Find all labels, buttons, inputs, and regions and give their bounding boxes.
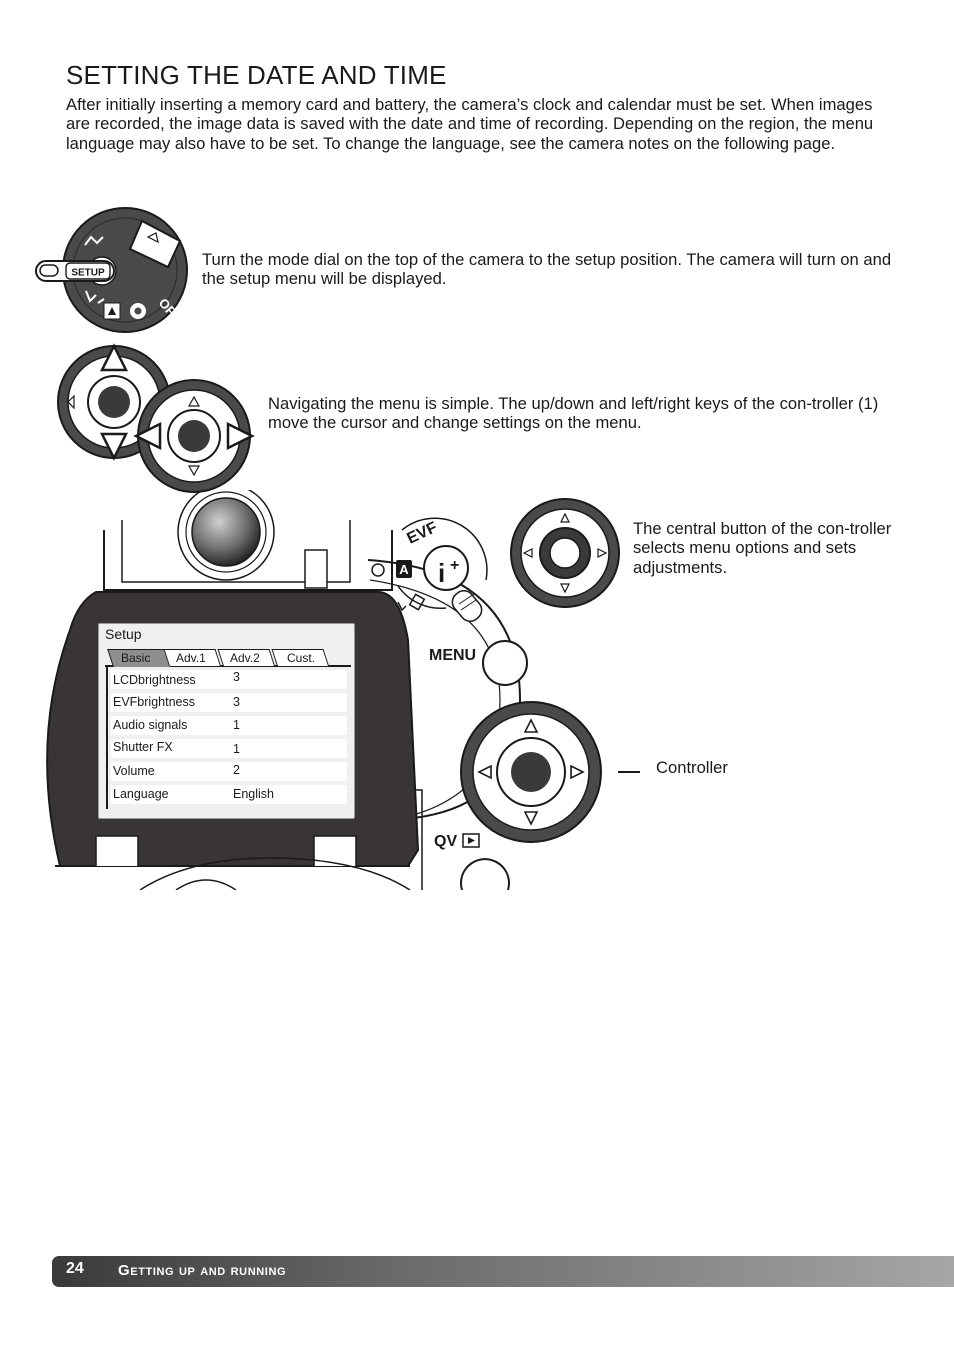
tab-cust-label: Cust. (287, 651, 316, 665)
step-center-button-text: The central button of the con-troller selects menu options and sets adjustments. (633, 519, 892, 577)
menu-label: MENU (429, 647, 477, 664)
tab-adv2-label: Adv.2 (230, 651, 260, 665)
auto-a-label: A (399, 562, 409, 577)
menu-row[interactable] (111, 739, 347, 758)
tab-basic-label: Basic (121, 651, 151, 665)
menu-row-label: Shutter FX (113, 740, 173, 754)
menu-row-label: LCDbrightness (113, 673, 196, 687)
dial-setup-label: SETUP (71, 267, 105, 279)
setup-menu-left-rule (106, 666, 108, 809)
menu-row-value: 2 (233, 763, 240, 777)
menu-row-label: Audio signals (113, 718, 188, 732)
menu-row[interactable] (111, 716, 347, 735)
menu-row-value: English (233, 787, 274, 801)
dial-off-label: OFF (155, 295, 184, 325)
qv-label: QV (434, 833, 458, 850)
setup-menu-screen (98, 623, 355, 819)
page-number: 24 (66, 1260, 84, 1277)
menu-row-value: 1 (233, 742, 240, 756)
step-navigation-text: Navigating the menu is simple. The up/down and left/right keys of the con-troller (1) move the cursor and change settings on the menu. (268, 394, 879, 433)
menu-row[interactable] (111, 785, 347, 804)
menu-row-label: Language (113, 787, 169, 801)
menu-row[interactable] (111, 670, 347, 689)
mode-dial-illustration (30, 205, 195, 340)
page-footer (52, 1256, 954, 1287)
section-title: Getting up and running (118, 1262, 287, 1279)
controller-navigation-illustration (52, 340, 262, 496)
step-mode-dial-text: Turn the mode dial on the top of the camera to the setup position. The camera will turn on and the setup menu will be displayed. (202, 250, 892, 289)
menu-row-label: Volume (113, 764, 155, 778)
info-button-label: i (438, 558, 446, 588)
menu-row[interactable] (111, 693, 347, 712)
menu-row[interactable] (111, 762, 347, 781)
menu-row-value: 3 (233, 670, 240, 684)
tab-adv1-label: Adv.1 (176, 651, 206, 665)
controller-center-button-illustration (508, 498, 624, 610)
info-button-plus: + (450, 557, 460, 574)
setup-menu-title: Setup (105, 626, 142, 642)
page-title: SETTING THE DATE AND TIME (66, 60, 447, 90)
menu-row-label: EVFbrightness (113, 695, 195, 709)
evf-label: EVF (404, 519, 440, 548)
intro-paragraph: After initially inserting a memory card and battery, the camera’s clock and calendar must be set. When images are recorded, the image data is saved with the date and time of recording. Depending on the region, the menu language may also have to be set. To change the language, see the camera notes on the following page. (66, 95, 874, 153)
menu-row-value: 1 (233, 718, 240, 732)
menu-row-value: 3 (233, 695, 240, 709)
controller-label: Controller (656, 758, 728, 777)
